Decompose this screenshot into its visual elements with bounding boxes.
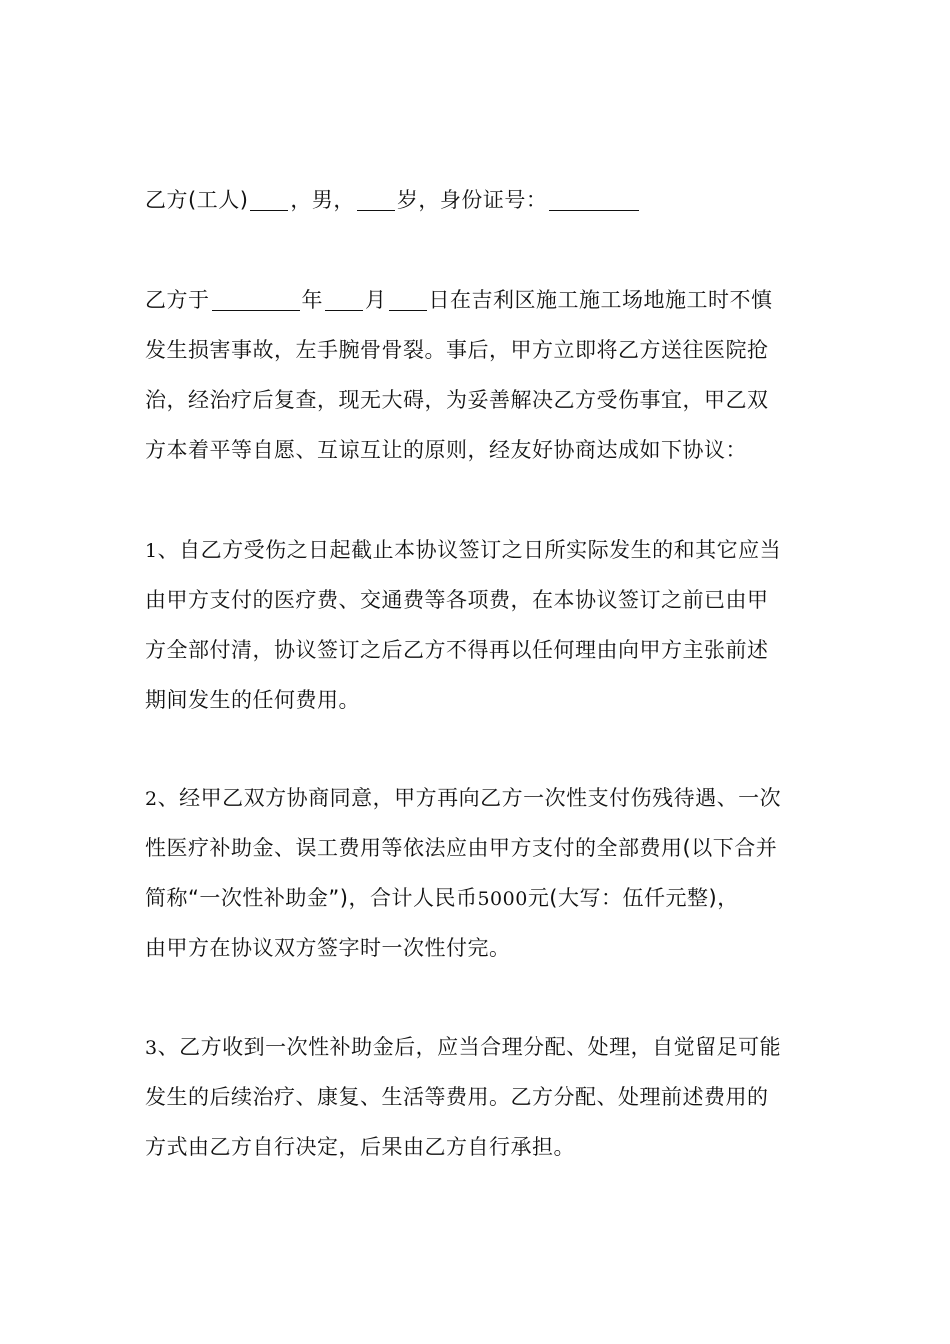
clause-2-text: 、经甲乙双方协商同意，甲方再向乙方一次性支付伤残待遇、一次: [157, 786, 782, 810]
month-blank: [325, 309, 363, 311]
month-label: 月: [365, 288, 387, 312]
clause-2-number: 2: [145, 788, 158, 810]
id-number-blank: [549, 209, 639, 211]
incident-location: 日在吉利区施工施工场地施工时不慎: [428, 288, 773, 312]
clause-2-line-1: [145, 773, 825, 823]
party-b-label: 乙方(工人): [145, 188, 249, 212]
clause-2-line-4: 由甲方在协议双方签字时一次性付完。: [145, 936, 511, 960]
clause-1: [145, 525, 825, 725]
id-label: 岁，身份证号：: [396, 188, 548, 212]
clause-1-text: 、自乙方受伤之日起截止本协议签订之日所实际发生的和其它应当: [157, 538, 782, 562]
clause-1-line-2: 由甲方支付的医疗费、交通费等各项费，在本协议签订之前已由甲: [145, 588, 769, 612]
clause-3-text: 、乙方收到一次性补助金后，应当合理分配、处理，自觉留足可能: [157, 1035, 782, 1059]
year-blank: [212, 309, 300, 311]
incident-line-4: 方本着平等自愿、互谅互让的原则，经友好协商达成如下协议：: [145, 438, 747, 462]
incident-line-3: 治，经治疗后复查，现无大碍，为妥善解决乙方受伤事宜，甲乙双: [145, 388, 769, 412]
clause-1-number: 1: [145, 540, 158, 562]
incident-line-1: [145, 275, 825, 325]
name-blank: [250, 209, 288, 211]
clause-3-line-3: 方式由乙方自行决定，后果由乙方自行承担。: [145, 1135, 575, 1159]
clause-2-amount-words: 元(大写：伍仟元整)，: [527, 886, 739, 910]
clause-1-line-1: [145, 525, 825, 575]
gender-text: ，男，: [290, 188, 355, 212]
incident-line-2: 发生损害事故，左手腕骨骨裂。事后，甲方立即将乙方送往医院抢: [145, 338, 769, 362]
incident-paragraph: [145, 275, 825, 475]
clause-2-line-3: [145, 873, 825, 923]
incident-prefix: 乙方于: [145, 288, 210, 312]
party-b-line: [145, 175, 825, 225]
age-blank: [357, 209, 395, 211]
clause-3: [145, 1022, 825, 1172]
party-b-info: [145, 175, 825, 225]
clause-3-line-2: 发生的后续治疗、康复、生活等费用。乙方分配、处理前述费用的: [145, 1085, 769, 1109]
clause-3-line-1: [145, 1022, 825, 1072]
clause-3-number: 3: [145, 1037, 158, 1059]
day-blank: [389, 309, 427, 311]
clause-2: [145, 773, 825, 973]
clause-1-line-4: 期间发生的任何费用。: [145, 688, 360, 712]
clause-2-line-2: 性医疗补助金、误工费用等依法应由甲方支付的全部费用(以下合并: [145, 836, 778, 860]
clause-2-amount: 5000: [477, 888, 528, 910]
clause-1-line-3: 方全部付清，协议签订之后乙方不得再以任何理由向甲方主张前述: [145, 638, 769, 662]
year-label: 年: [301, 288, 323, 312]
clause-2-total-label: 简称“一次性补助金”)，合计人民币: [145, 886, 478, 910]
